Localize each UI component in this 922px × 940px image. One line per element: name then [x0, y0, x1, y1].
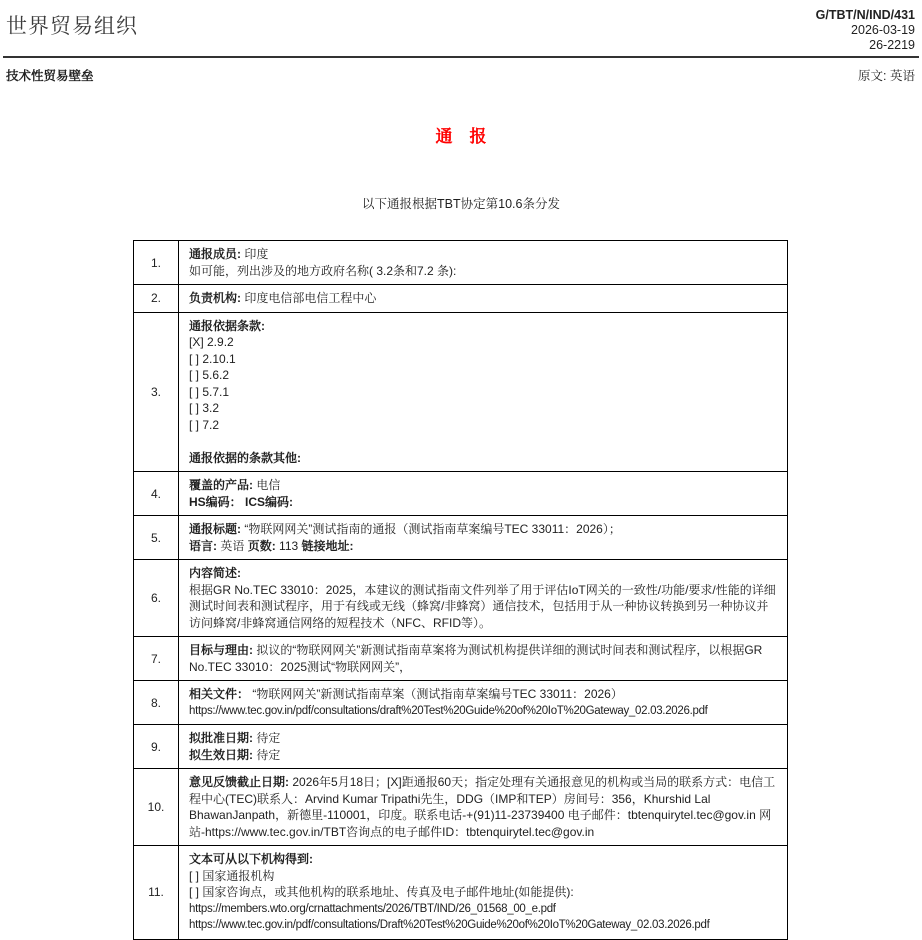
header — [0, 8, 922, 84]
table-row — [134, 560, 788, 637]
row-content — [179, 241, 788, 285]
text-line: 负责机构: 印度电信部电信工程中心 — [189, 291, 377, 305]
text-line: 通报依据条款: — [189, 318, 265, 333]
text-line: 通报标题: “物联网网关”测试指南的通报（测试指南草案编号TEC 33011：2026）； — [189, 522, 621, 536]
row-content — [179, 560, 788, 637]
row-number: 9. — [134, 725, 179, 769]
doc-date: 2026-03-19 — [851, 23, 915, 37]
row-content — [179, 637, 788, 681]
table-row — [134, 312, 788, 472]
row-number: 6. — [134, 560, 179, 637]
row-number: 2. — [134, 285, 179, 313]
text-line: [ ] 国家咨询点，或其他机构的联系地址、传真及电子邮件地址(如能提供): — [189, 885, 574, 899]
text-line: 通报依据的条款其他: — [189, 450, 301, 465]
table-row — [134, 681, 788, 725]
org-title: 世界贸易组织 — [6, 15, 138, 38]
row-number: 11. — [134, 846, 179, 940]
table-row — [134, 846, 788, 940]
row-content — [179, 681, 788, 725]
row-number: 3. — [134, 312, 179, 472]
table-row — [134, 285, 788, 313]
table-row — [134, 769, 788, 846]
notification-title: 通 报 — [435, 127, 487, 146]
table-row — [134, 241, 788, 285]
notification-table-body — [134, 241, 788, 940]
row-number: 7. — [134, 637, 179, 681]
table-row — [134, 516, 788, 560]
row-content — [179, 725, 788, 769]
table-row — [134, 637, 788, 681]
row-number: 8. — [134, 681, 179, 725]
text-line: 通报成员: 印度 — [189, 247, 269, 261]
row-content — [179, 516, 788, 560]
table-row — [134, 472, 788, 516]
row-number: 5. — [134, 516, 179, 560]
committee-label: 技术性贸易壁垒 — [6, 69, 94, 83]
text-line: 语言: 英语 页数: 113 链接地址: — [189, 538, 354, 553]
row-content — [179, 846, 788, 940]
text-line: 覆盖的产品: 电信 — [189, 478, 281, 492]
header-subrow — [0, 58, 922, 84]
row-content — [179, 472, 788, 516]
text-line: 目标与理由: 拟议的“物联网网关”新测试指南草案将为测试机构提供详细的测试时间表和测试程序，以根据GR No.TEC 33010：2025测试“物联网网关”， — [189, 643, 763, 674]
doc-symbol: G/TBT/N/IND/431 — [815, 8, 915, 22]
text-line: [ ] 7.2 — [189, 417, 220, 432]
row-content — [179, 285, 788, 313]
row-content — [179, 769, 788, 846]
text-line: HS编码： ICS编码: — [189, 494, 294, 509]
header-top — [0, 8, 922, 54]
row-number: 1. — [134, 241, 179, 285]
text-line: 拟生效日期: 待定 — [189, 747, 281, 762]
text-line: [ ] 3.2 — [189, 401, 220, 415]
text-line: 文本可从以下机构得到: — [189, 852, 313, 866]
doc-number: 26-2219 — [869, 38, 915, 52]
text-line: [ ] 2.10.1 — [189, 351, 236, 366]
url-text: https://www.tec.gov.in/pdf/consultations/Draft%20Test%20Guide%20of%20IoT%20Gateway_02.03.2026.pdf — [189, 919, 710, 931]
doc-refs — [816, 8, 915, 53]
table-row — [134, 725, 788, 769]
url-text: https://members.wto.org/crnattachments/2026/TBT/IND/26_01568_00_e.pdf — [189, 902, 556, 915]
text-line: [ ] 国家通报机构 — [189, 868, 275, 883]
text-line — [189, 433, 777, 450]
text-line: [ ] 5.6.2 — [189, 368, 230, 382]
text-line: [ ] 5.7.1 — [189, 384, 230, 399]
row-number: 10. — [134, 769, 179, 846]
text-line: 内容简述: — [189, 566, 241, 580]
text-line: 拟批准日期: 待定 — [189, 731, 281, 745]
row-content — [179, 312, 788, 472]
notification-table — [133, 240, 788, 940]
row-number: 4. — [134, 472, 179, 516]
text-line: 根据GR No.TEC 33010：2025，本建议的测试指南文件列举了用于评估IoT网关的一致性/功能/要求/性能的详细测试时间表和测试程序，用于有线或无线（蜂窝/非蜂窝）通信技术，包括用于从一种协议转换到另一种协议并访问蜂窝/非蜂窝通信网络的短程技术（NFC、RFID等）。 — [189, 582, 776, 630]
distribution-note: 以下通报根据TBT协定第10.6条分发 — [362, 197, 560, 211]
url-text: https://www.tec.gov.in/pdf/consultations/draft%20Test%20Guide%20of%20IoT%20Gateway_02.03.2026.pdf — [189, 704, 708, 717]
text-line: 相关文件： “物联网网关”新测试指南草案（测试指南草案编号TEC 33011：2026） — [189, 687, 623, 701]
original-language-label: 原文: 英语 — [858, 69, 915, 83]
text-line: 意见反馈截止日期: 2026年5月18日；[X]距通报60天；指定处理有关通报意见的机构或当局的联系方式：电信工程中心(TEC)联系人：Arvind Kumar Tripathi先生，DDG（IMP和TEP）房间号：356，Khurshid Lal BhawanJanpath，新德里-110001，印度。联系电话-+(91)11-23739400 电子邮件：tbtenquirytel.tec@gov.in 网站-https://www.tec.gov.in/TBT咨询点的电子邮件ID：tbtenquirytel.tec@gov.in — [189, 775, 776, 839]
text-line: [X] 2.9.2 — [189, 335, 234, 349]
text-line: 如可能，列出涉及的地方政府名称( 3.2条和7.2 条): — [189, 263, 457, 278]
